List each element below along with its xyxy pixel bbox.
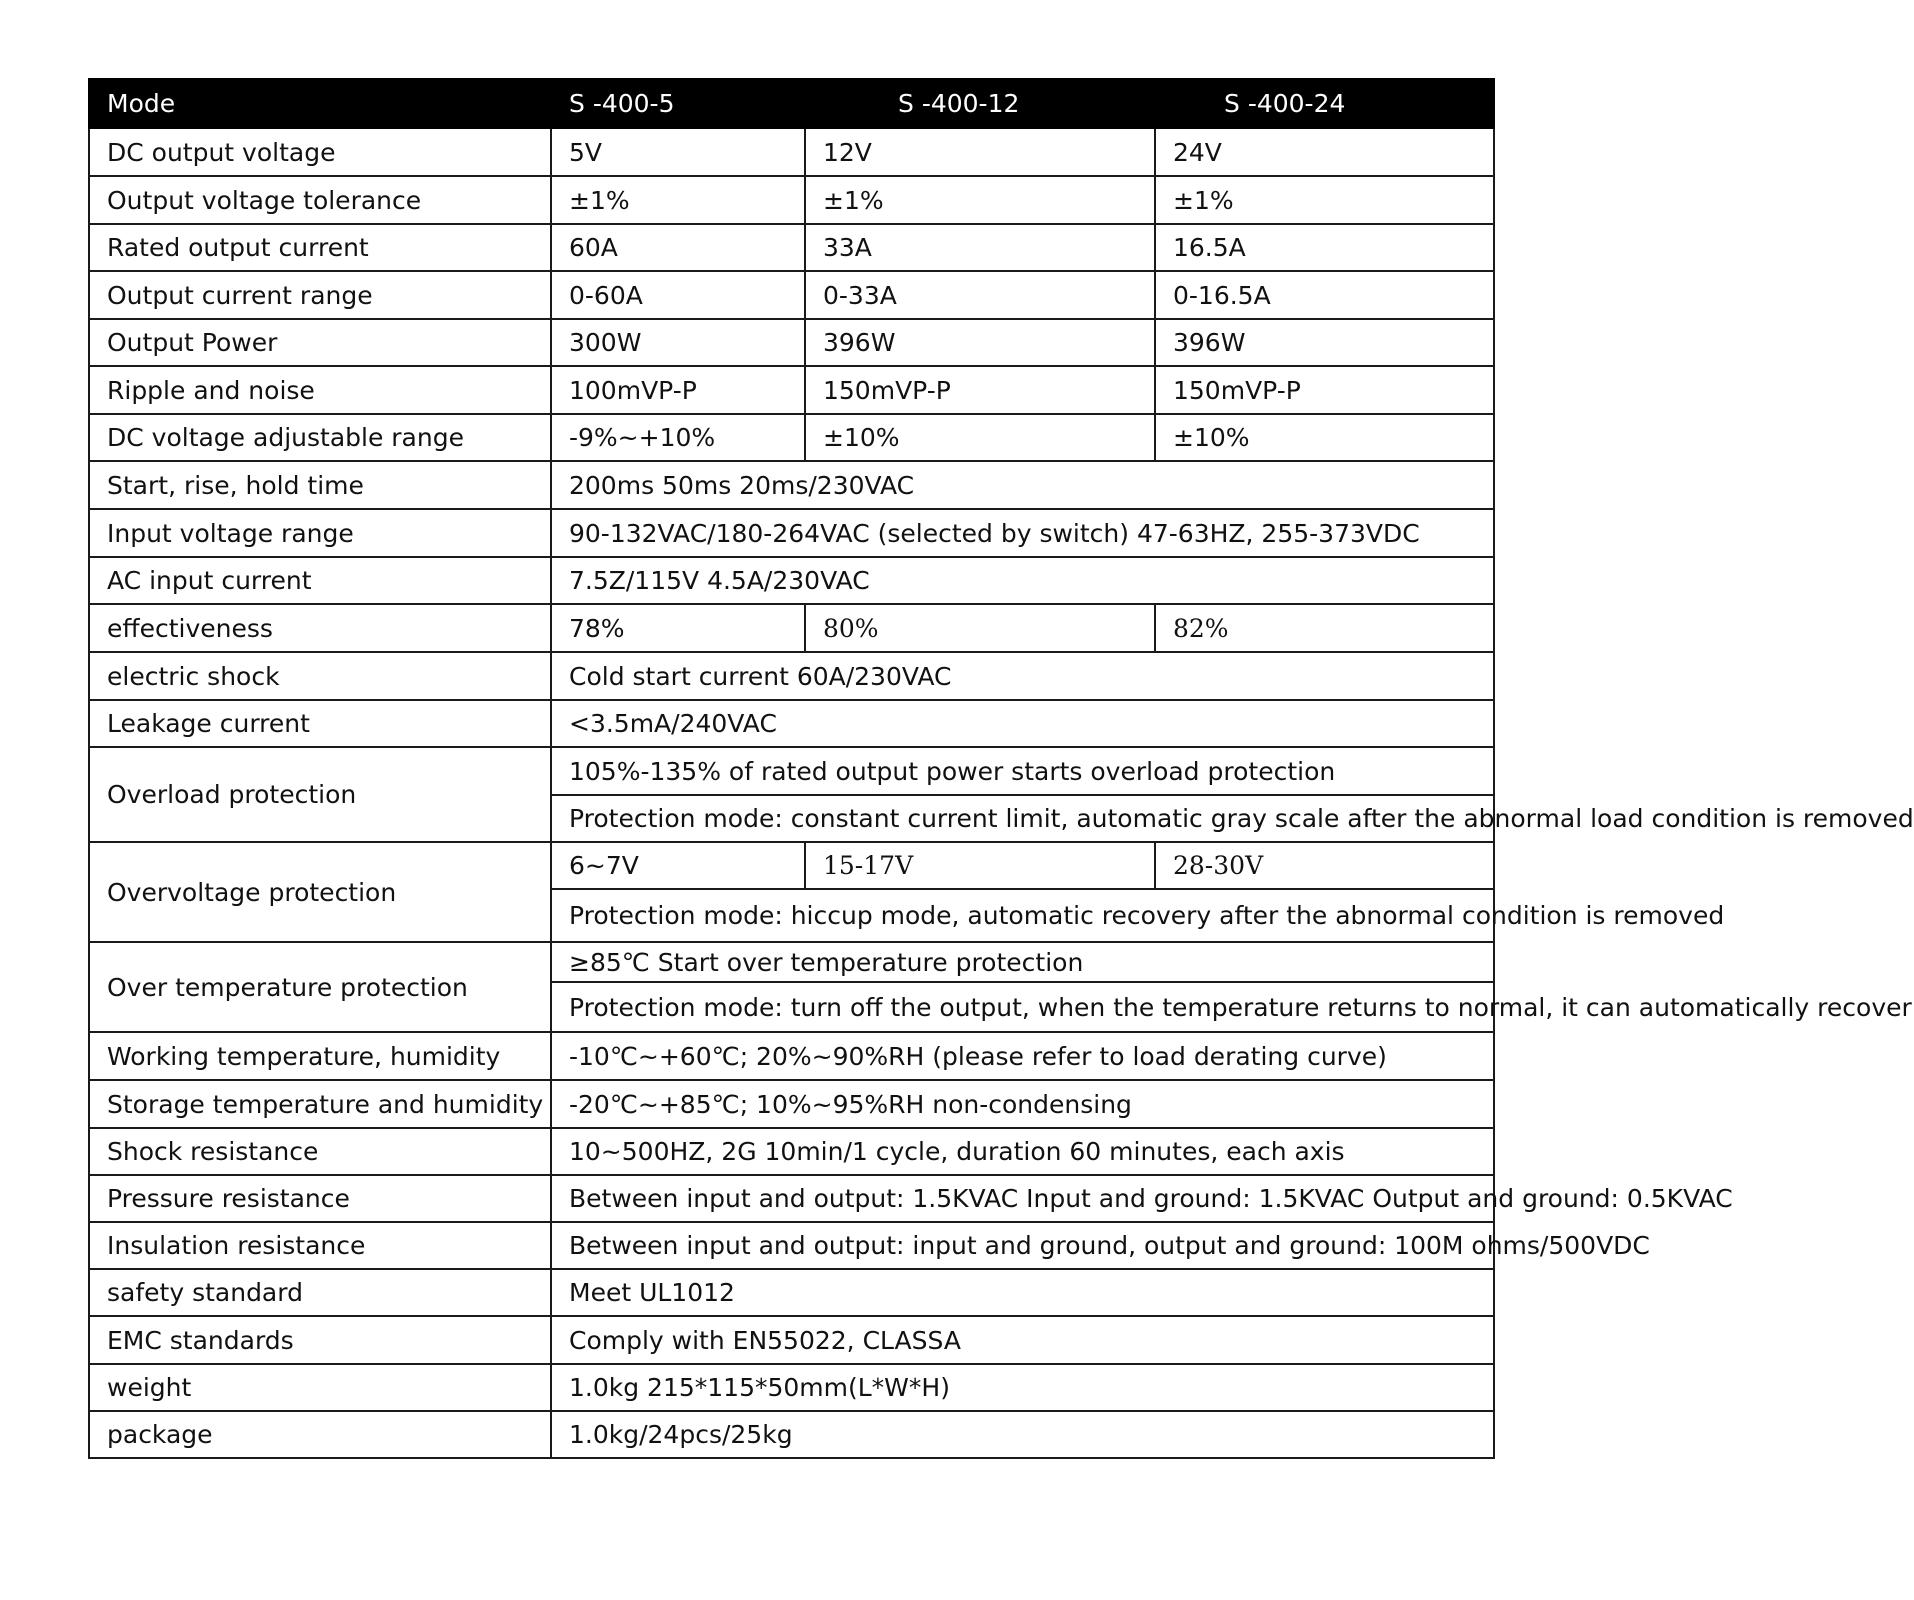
- row-dc-voltage-adjustable-range: [89, 414, 1494, 461]
- row-over-temperature-protection: [89, 942, 1494, 982]
- value-model-2: ±10%: [805, 414, 1155, 461]
- value-all-models: Cold start current 60A/230VAC: [551, 652, 1494, 700]
- value-model-2: 80%: [805, 604, 1155, 652]
- protection-mode-text: Protection mode: constant current limit, automatic gray scale after the abnormal load condition is removed: [551, 795, 1494, 842]
- value-model-1: ±1%: [551, 176, 805, 224]
- value-model-2: 15-17V: [805, 842, 1155, 889]
- value-all-models: Comply with EN55022, CLASSA: [551, 1316, 1494, 1364]
- row-label: Output Power: [89, 319, 551, 366]
- header-model-3: S -400-24: [1155, 79, 1494, 128]
- row-weight: [89, 1364, 1494, 1411]
- row-label: Shock resistance: [89, 1128, 551, 1175]
- row-label: DC voltage adjustable range: [89, 414, 551, 461]
- value-model-2: 33A: [805, 224, 1155, 271]
- row-label: Rated output current: [89, 224, 551, 271]
- row-label: Output voltage tolerance: [89, 176, 551, 224]
- row-label: effectiveness: [89, 604, 551, 652]
- row-label: Over temperature protection: [89, 942, 551, 1032]
- value-all-models: 105%-135% of rated output power starts overload protection: [551, 747, 1494, 795]
- row-output-power: [89, 319, 1494, 366]
- value-model-2: ±1%: [805, 176, 1155, 224]
- value-all-models: -10℃~+60℃; 20%~90%RH (please refer to load derating curve): [551, 1032, 1494, 1080]
- value-model-3: 16.5A: [1155, 224, 1494, 271]
- row-emc-standards: [89, 1316, 1494, 1364]
- row-label: Start, rise, hold time: [89, 461, 551, 509]
- row-insulation-resistance: [89, 1222, 1494, 1269]
- protection-mode-text: Protection mode: turn off the output, when the temperature returns to normal, it can automatically recover: [551, 982, 1494, 1032]
- value-all-models: Between input and output: input and ground, output and ground: 100M ohms/500VDC: [551, 1222, 1494, 1269]
- row-label: Working temperature, humidity: [89, 1032, 551, 1080]
- row-label: Overload protection: [89, 747, 551, 842]
- row-storage-temp-humidity: [89, 1080, 1494, 1128]
- value-model-1: 60A: [551, 224, 805, 271]
- row-label: EMC standards: [89, 1316, 551, 1364]
- row-label: Input voltage range: [89, 509, 551, 557]
- value-all-models: Meet UL1012: [551, 1269, 1494, 1316]
- row-overvoltage-protection: [89, 842, 1494, 889]
- value-all-models: 90-132VAC/180-264VAC (selected by switch) 47-63HZ, 255-373VDC: [551, 509, 1494, 557]
- value-model-2: 12V: [805, 128, 1155, 176]
- row-rated-output-current: [89, 224, 1494, 271]
- row-working-temp-humidity: [89, 1032, 1494, 1080]
- value-model-2: 396W: [805, 319, 1155, 366]
- row-ripple-noise: [89, 366, 1494, 414]
- value-all-models: 1.0kg 215*115*50mm(L*W*H): [551, 1364, 1494, 1411]
- value-model-3: 24V: [1155, 128, 1494, 176]
- row-label: Storage temperature and humidity: [89, 1080, 551, 1128]
- header-model-1: S -400-5: [551, 79, 805, 128]
- value-model-1: -9%~+10%: [551, 414, 805, 461]
- value-model-1: 300W: [551, 319, 805, 366]
- value-model-2: 0-33A: [805, 271, 1155, 319]
- row-label: Output current range: [89, 271, 551, 319]
- row-output-voltage-tolerance: [89, 176, 1494, 224]
- value-all-models: ≥85℃ Start over temperature protection: [551, 942, 1494, 982]
- value-all-models: 7.5Z/115V 4.5A/230VAC: [551, 557, 1494, 604]
- value-model-2: 150mVP-P: [805, 366, 1155, 414]
- row-overload-protection: [89, 747, 1494, 795]
- row-label: package: [89, 1411, 551, 1458]
- row-label: DC output voltage: [89, 128, 551, 176]
- value-model-3: ±1%: [1155, 176, 1494, 224]
- row-label: Leakage current: [89, 700, 551, 747]
- row-pressure-resistance: [89, 1175, 1494, 1222]
- row-label: Pressure resistance: [89, 1175, 551, 1222]
- row-ac-input-current: [89, 557, 1494, 604]
- row-label: electric shock: [89, 652, 551, 700]
- value-model-1: 5V: [551, 128, 805, 176]
- value-model-1: 78%: [551, 604, 805, 652]
- value-all-models: Between input and output: 1.5KVAC Input and ground: 1.5KVAC Output and ground: 0.5KVAC: [551, 1175, 1494, 1222]
- row-shock-resistance: [89, 1128, 1494, 1175]
- value-model-3: 0-16.5A: [1155, 271, 1494, 319]
- row-start-rise-hold-time: [89, 461, 1494, 509]
- value-all-models: 200ms 50ms 20ms/230VAC: [551, 461, 1494, 509]
- row-safety-standard: [89, 1269, 1494, 1316]
- row-leakage-current: [89, 700, 1494, 747]
- row-electric-shock: [89, 652, 1494, 700]
- value-model-1: 100mVP-P: [551, 366, 805, 414]
- value-all-models: 1.0kg/24pcs/25kg: [551, 1411, 1494, 1458]
- row-label: Overvoltage protection: [89, 842, 551, 942]
- value-model-1: 0-60A: [551, 271, 805, 319]
- value-model-3: ±10%: [1155, 414, 1494, 461]
- value-model-3: 28-30V: [1155, 842, 1494, 889]
- spec-table: [88, 78, 1914, 1459]
- row-label: safety standard: [89, 1269, 551, 1316]
- row-label: Ripple and noise: [89, 366, 551, 414]
- row-effectiveness: [89, 604, 1494, 652]
- value-model-3: 150mVP-P: [1155, 366, 1494, 414]
- row-input-voltage-range: [89, 509, 1494, 557]
- header-mode: Mode: [89, 79, 551, 128]
- value-all-models: -20℃~+85℃; 10%~95%RH non-condensing: [551, 1080, 1494, 1128]
- row-label: AC input current: [89, 557, 551, 604]
- value-model-3: 396W: [1155, 319, 1494, 366]
- row-output-current-range: [89, 271, 1494, 319]
- header-model-2: S -400-12: [805, 79, 1155, 128]
- value-all-models: 10~500HZ, 2G 10min/1 cycle, duration 60 minutes, each axis: [551, 1128, 1494, 1175]
- row-label: Insulation resistance: [89, 1222, 551, 1269]
- value-model-1: 6~7V: [551, 842, 805, 889]
- row-dc-output-voltage: [89, 128, 1494, 176]
- protection-mode-text: Protection mode: hiccup mode, automatic recovery after the abnormal condition is removed: [551, 889, 1494, 942]
- header-row: [89, 79, 1494, 128]
- value-all-models: <3.5mA/240VAC: [551, 700, 1494, 747]
- row-label: weight: [89, 1364, 551, 1411]
- value-model-3: 82%: [1155, 604, 1494, 652]
- row-package: [89, 1411, 1494, 1458]
